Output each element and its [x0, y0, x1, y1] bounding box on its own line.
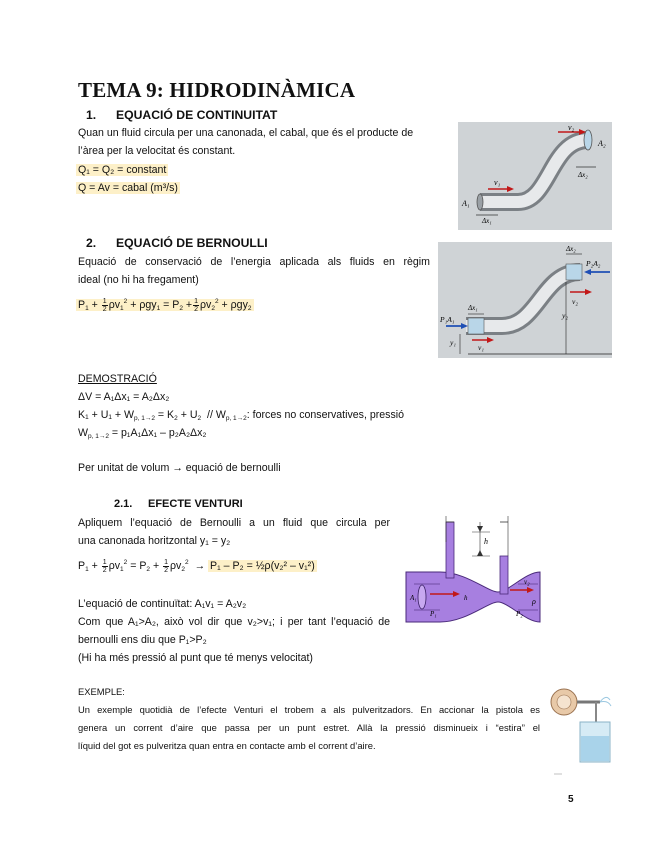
venturi-text-2: una canonada horitzontal y₁ = y₂: [78, 535, 231, 547]
section-2-1-heading: 2.1. EFECTE VENTURI: [114, 498, 243, 510]
venturi-line-b: Com que A₁>A₂, això vol dir que v₂>v₁; i per tant l’equació de: [78, 616, 390, 628]
bernoulli-equation: $P_1$ + $\frac{1}{2}$ $\rho v_1^2 + \rho gy_1 = P_2$ + $\frac{1}{2}$ $\rho v_2^2 + \rho gy_2$: [78, 297, 252, 313]
fig1-A2-label: A₂: [598, 139, 606, 148]
fig2-v1-label: v₁: [478, 343, 484, 352]
venturi-line-c: bernoulli ens diu que P₁>P₂: [78, 634, 207, 646]
fig3-v2-label: v₂: [524, 578, 530, 586]
fig2-dx2-label: Δx₂: [566, 245, 576, 253]
fig2-dx1-label: Δx₁: [468, 304, 478, 312]
venturi-text-1: Apliquem l’equació de Bernoulli a un fluid que circula per: [78, 517, 390, 529]
venturi-equation: $P_1$ + $\frac{1}{2}$ $\rho v_1^2 = P_2$ + $\frac{1}{2}$ $\rho v_2^2 \to P_1 - P_2$ = ½ρ(v₂² – v₁²): [78, 558, 315, 574]
page-number: 5: [568, 794, 574, 805]
fig1-A1-label: A₁: [462, 199, 470, 208]
fig3-P2-label: P₂: [516, 610, 523, 618]
fig3-h-small-label: h: [464, 594, 468, 602]
example-line-2: genera un corrent d’aire que passa per un punt estret. Allà la pressió disminueix i “estira” el: [78, 722, 540, 733]
fig3-h-label: h: [484, 537, 488, 546]
venturi-tube-figure: [400, 512, 544, 624]
section-2-heading: 2. EQUACIÓ DE BERNOULLI: [86, 236, 268, 250]
venturi-line-d: (Hi ha més pressió al punt que té menys velocitat): [78, 652, 313, 664]
fig1-v1-label: v₁: [494, 178, 501, 187]
bernoulli-pipe-figure: [438, 242, 612, 358]
fig3-A1-label: A₁: [410, 594, 417, 602]
example-line-1: Un exemple quotidià de l’efecte Venturi el trobem a als pulveritzadors. En accionar la pistola es: [78, 704, 540, 715]
continuity-text-2: l’àrea per la velocitat és constant.: [78, 145, 236, 157]
continuity-text-1: Quan un fluid circula per una canonada, el cabal, que és el producte de: [78, 127, 414, 139]
continuity-pipe-figure: [458, 122, 612, 230]
demo-unit-line: Per unitat de volum → equació de bernoulli: [78, 462, 281, 474]
fig2-v2-label: v₂: [572, 297, 578, 306]
demo-heading: DEMOSTRACIÓ: [78, 373, 157, 385]
bernoulli-text-2: ideal (no hi ha fregament): [78, 274, 199, 286]
fig3-P1-label: P₁: [430, 610, 437, 618]
fig1-v2-label: v₂: [568, 123, 575, 132]
fig1-dx2-label: Δx₂: [578, 171, 588, 179]
demo-line-3: $W_{p, 1\to 2} = p_1A_1\Delta x_1 - p_2A_2\Delta x_2$: [78, 427, 207, 440]
fig2-P2A2-label: P₂A₂: [586, 259, 601, 268]
venturi-result: P₁ – P₂ = ½ρ(v₂² – v₁²): [210, 560, 315, 572]
example-heading: EXEMPLE:: [78, 686, 125, 697]
venturi-continuity-line: L’equació de continuïtat: A₁v₁ = A₂v₂: [78, 598, 247, 610]
fig1-dx1-label: Δx₁: [482, 217, 492, 225]
example-line-3: líquid del got es pulveritza quan entra en contacte amb el corrent d’aire.: [78, 740, 376, 751]
demo-line-1: ΔV = A₁Δx₁ = A₂Δx₂: [78, 391, 170, 403]
sprayer-illustration: [550, 684, 612, 776]
bernoulli-text-1: Equació de conservació de l’energia aplicada als fluids en règim: [78, 256, 430, 268]
demo-line-2: $K_1 + U_1 + W_{p, 1\to 2} = K_2 + U_2 // W_{p, 1\to 2}$: forces no conservatives, pressió: [78, 409, 405, 422]
fig2-P1A1-label: P₁A₁: [440, 315, 455, 324]
section-1-heading: 1. EQUACIÓ DE CONTINUITAT: [86, 108, 278, 122]
fig3-rho-label: ρ: [532, 597, 536, 606]
fig2-y2-label: y₂: [562, 311, 568, 320]
continuity-equation-1: Q₁ = Q₂ = constant: [78, 164, 167, 176]
fig2-y1-label: y₁: [450, 338, 456, 347]
page-title: TEMA 9: HIDRODINÀMICA: [78, 78, 356, 102]
continuity-equation-2: Q = Av = cabal (m³/s): [78, 182, 178, 194]
